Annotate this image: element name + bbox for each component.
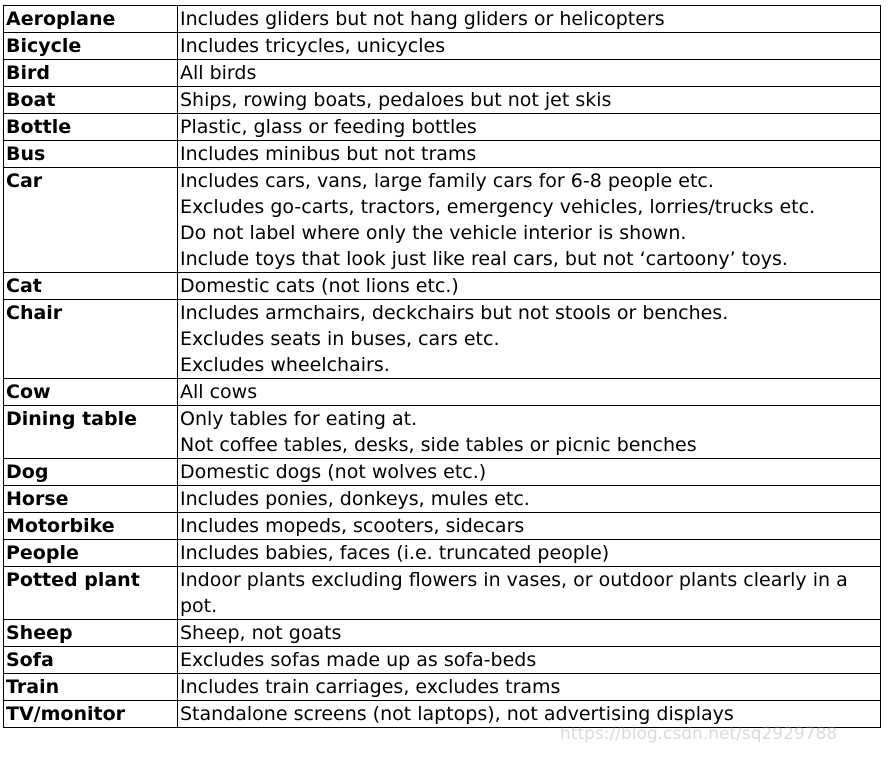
class-name-cell: Potted plant [4, 567, 178, 620]
class-name-cell: Horse [4, 486, 178, 513]
description-line: Includes gliders but not hang gliders or helicopters [180, 8, 665, 30]
table-row [4, 567, 881, 620]
class-name-cell: Bottle [4, 114, 178, 141]
class-description-cell [178, 567, 881, 620]
description-line: Do not label where only the vehicle interior is shown. [180, 222, 687, 244]
description-line: Domestic cats (not lions etc.) [180, 275, 459, 297]
class-description-cell [178, 33, 881, 60]
class-description-cell [178, 406, 881, 459]
description-line: Standalone screens (not laptops), not advertising displays [180, 703, 734, 725]
description-line: Excludes sofas made up as sofa-beds [180, 649, 537, 671]
class-definitions-table [3, 5, 881, 728]
class-name-cell: Sheep [4, 620, 178, 647]
table-row [4, 647, 881, 674]
class-description-cell [178, 647, 881, 674]
table-row [4, 114, 881, 141]
class-name-cell: Boat [4, 87, 178, 114]
description-line: Includes tricycles, unicycles [180, 35, 446, 57]
description-line: Includes mopeds, scooters, sidecars [180, 515, 525, 537]
table-body [4, 6, 881, 728]
class-name-cell: Chair [4, 300, 178, 379]
class-description-cell [178, 540, 881, 567]
class-name-cell: Dog [4, 459, 178, 486]
description-line: Not coffee tables, desks, side tables or picnic benches [180, 434, 697, 456]
description-line: Includes ponies, donkeys, mules etc. [180, 488, 530, 510]
description-line: Only tables for eating at. [180, 408, 418, 430]
description-line: Includes babies, faces (i.e. truncated people) [180, 542, 610, 564]
description-line: Domestic dogs (not wolves etc.) [180, 461, 487, 483]
table-row [4, 540, 881, 567]
table-row [4, 273, 881, 300]
class-name-cell: Cow [4, 379, 178, 406]
class-description-cell [178, 60, 881, 87]
class-name-cell: Dining table [4, 406, 178, 459]
class-name-cell: Cat [4, 273, 178, 300]
class-name-cell: Sofa [4, 647, 178, 674]
table-row [4, 459, 881, 486]
description-line: Include toys that look just like real cars, but not ‘cartoony’ toys. [180, 248, 788, 270]
table-row [4, 60, 881, 87]
description-line: Includes cars, vans, large family cars for 6-8 people etc. [180, 170, 714, 192]
watermark: https://blog.csdn.net/sq2929788 [560, 724, 838, 744]
table-row [4, 486, 881, 513]
table-row [4, 87, 881, 114]
class-description-cell [178, 168, 881, 273]
class-description-cell [178, 6, 881, 33]
description-line: Ships, rowing boats, pedaloes but not jet skis [180, 89, 612, 111]
class-name-cell: Motorbike [4, 513, 178, 540]
class-description-cell [178, 459, 881, 486]
description-line: Sheep, not goats [180, 622, 342, 644]
table-row [4, 33, 881, 60]
class-description-cell [178, 87, 881, 114]
class-description-cell [178, 141, 881, 168]
class-name-cell: Train [4, 674, 178, 701]
table-row [4, 513, 881, 540]
class-description-cell [178, 674, 881, 701]
class-name-cell: TV/monitor [4, 701, 178, 728]
class-name-cell: Bus [4, 141, 178, 168]
class-name-cell: Car [4, 168, 178, 273]
table-row [4, 620, 881, 647]
class-description-cell [178, 513, 881, 540]
description-line: Excludes go-carts, tractors, emergency vehicles, lorries/trucks etc. [180, 196, 816, 218]
class-name-cell: Bicycle [4, 33, 178, 60]
description-line: Plastic, glass or feeding bottles [180, 116, 477, 138]
class-description-cell [178, 300, 881, 379]
description-line: Includes train carriages, excludes trams [180, 676, 561, 698]
class-description-cell [178, 486, 881, 513]
description-line: All birds [180, 62, 257, 84]
table-row [4, 6, 881, 33]
class-description-cell [178, 114, 881, 141]
description-line: Excludes wheelchairs. [180, 354, 390, 376]
class-description-cell [178, 379, 881, 406]
table-row [4, 674, 881, 701]
class-name-cell: Bird [4, 60, 178, 87]
class-name-cell: Aeroplane [4, 6, 178, 33]
table-row [4, 168, 881, 273]
description-line: Excludes seats in buses, cars etc. [180, 328, 500, 350]
description-line: Includes minibus but not trams [180, 143, 477, 165]
table-row [4, 141, 881, 168]
class-description-cell [178, 701, 881, 728]
table-row [4, 300, 881, 379]
class-description-cell [178, 620, 881, 647]
class-name-cell: People [4, 540, 178, 567]
table-row [4, 379, 881, 406]
description-line: All cows [180, 381, 258, 403]
table-row [4, 701, 881, 728]
description-line: Indoor plants excluding flowers in vases, or outdoor plants clearly in a pot. [180, 569, 848, 617]
table-row [4, 406, 881, 459]
description-line: Includes armchairs, deckchairs but not stools or benches. [180, 302, 729, 324]
class-description-cell [178, 273, 881, 300]
